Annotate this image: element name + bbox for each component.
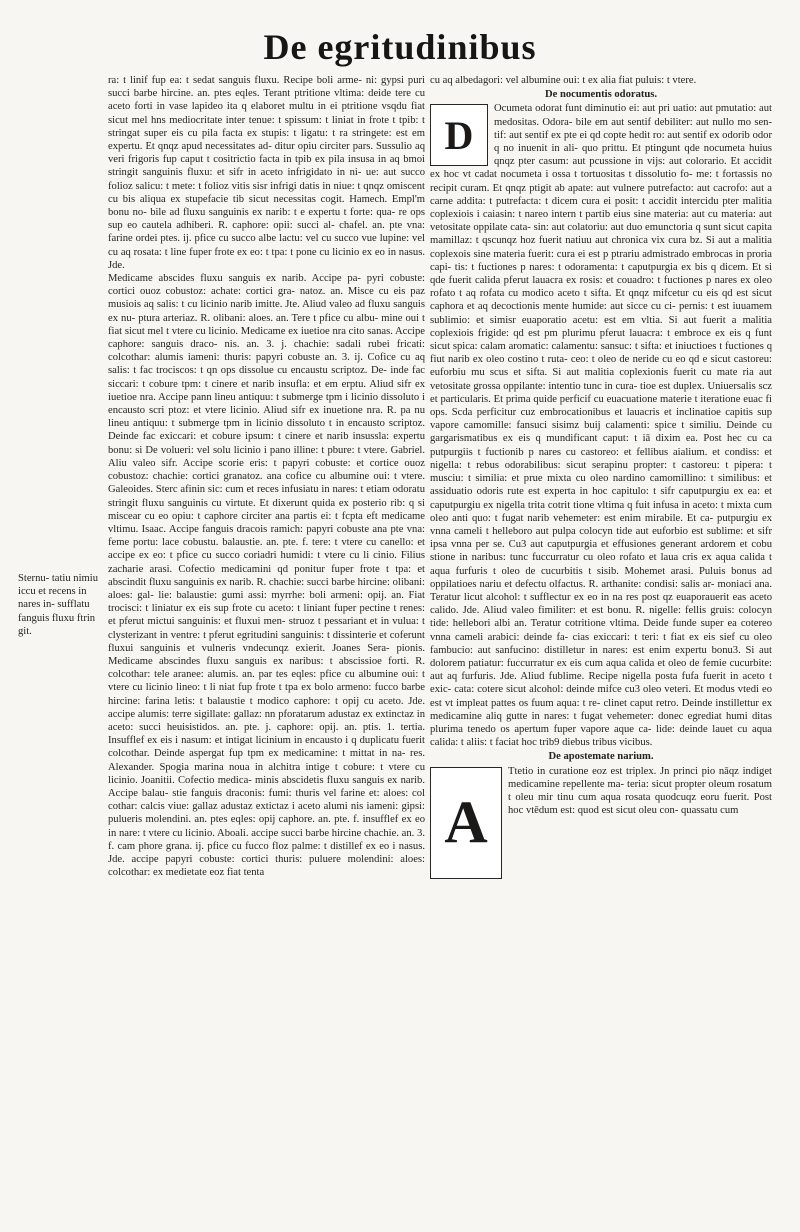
section-heading: De nocumentis odoratus. [544,89,658,101]
right-column-intro: cu aq albedagori: vel albumine oui: t ex alia fiat puluis: t vtere. [430,75,697,86]
left-column-paragraph: ra: t linif fup ea: t sedat sanguis fluxu. Recipe boli arme- ni: gypsi puri succi barbe hircine. an. ptes eqles. Terant ptritione vltima: deide tere cu aceto forti in vase lapideo ita q elaboret multu in ei ptritione vsqdu fiat sicut mel hns mediocritate inter tenue: t spissum: t liniat in frote t tpib: t stringat super eis cu pila facta ex stupis: t ligatu: t ra stringete: est em expertu. Et qnqz apud necessitates ad- ditur opiu circiter pars. Sussulio aq veri frigoris fup caput t cositrictio facta in tpib ex pila insusa in aq bmoi stringit sanguinis fluxu: et sifr in aceto infrigidato in ni- ue: aut succo folioz salicu: t mete: t folioz vitis sisr infrigi datis in niue: t qnqz omiscent cu bis aliqua ex stupefacie tib sicut necessitas cogit. Hamech. Empl'm bonu no- bile ad fluxu sanguinis ex narib: t e expertu t forte: qua- re ops sup eo cautela adhiberi. R. caphore: opii: succi al- chafel. an. pte vna: farine ordei ptes. ij. pfice cu succo albe lactu: vel cu succo vue lupine: vel cu aq rosata: t line fuper frote ex eo: t tpa: t pone cu licinio ex eo in nasus. Jde. [108,75,425,271]
decorated-initial-d: D [430,104,488,166]
left-column-paragraph: Medicame abscides fluxu sanguis ex narib. Accipe pa- pyri cobuste: cortici ouoz cobustoz: achate: cortici gra- natoz. an. Misce cu eis paz musiois aq salis: t cu licinio narib imitte. Jte. Aliud valeo ad fluxu sanguis ex nu- ptura arteriaz. R. olibani: aloes. an. Tere t pfice cu albu- mine oui t fiat sicut mel t vtere cu licinio. Medicame ex iuetioe nra cito sanas. Accipe caphore: sanguis draco- nis. an. 3. j. chachie: sadali rubei fricati: colcothar: alumis iameni: thuris: papyri cobuste an. 3. ij. Cofice cu aq salis: t fac trociscos: t qn ops dissolue cu encaustu scriptoz. De- inde fac siccari: t cobure tpm: t cinere et narib insufla: et em erptu. Aliud sifr ex iuetioe nra. Accipe pann lineu antiquu: t submerge tpm i licinio dissoluto i encausto scri ptoz: et vtere licinio. Aliud sifr ex inuetione nra. R. pa nu lineu antiquu: t submerge tpm in licinio dissoluto t in encausto scriptoz. Deinde fac exiccari: et cobure ipsum: t cinere et narib insussla: expertu bonu: si De volueri: vel solu licinio i pano illine: t pbure: t vtere. Gabriel. Aliu valeo sifr. Accipe scorie eris: t papyri cobuste: et cortice ouoz cobustoz: chachie: cortici granatoz. ana cofice cu albumine oui: t vtere. Galeoides. Sterc afinin sic: cum et reces infusiatu in nares: t etiam odoratu stringit fluxu sanguinis cu virtute. Et dixerunt quida ex posterio rib: q si miscear cu eo opiu: t caphore circiter ana partis ei: t fcpta eft medicame vltimu. Isaac. Accipe fanguis dracois ramich: papyri cobuste ana pte vna: feme portu: lace cobustu. balaustie. an. pte. f. tere: t vtere cu canello: et accipe ex eo: t pfice cu succo coriadri humidi: t vtere cu li cinio. Filius zacharie arasi. Cofectio medicamini qd ponitur fuper frote t tpa: et abscindit fluxu sanguinis ex narib. R. chachie: succi barbe hircine: olibani: aloes: gal- lie: balaustie: gumi assi: myrrhe: boli armeni: opij. an. Fiat trocisci: t liniatur ex eis sup frote cu aceto: t liniant fuper pectine t renes: et pferut mictui sanguinis: et fluxui men- struoz t pessariant et in vulua: t clysterizant in ventre: t pferut egritudini sanguinis: t dissinterie et coferunt fluxui sanguinis et vulneris vndecunqz exierit. Joanes Sera- pionis. Medicame abscindes fluxu sanguis ex naribus: t abscissioe forti. R. colcothar: tele aranee: alumis. an. par tes eqles: pfice cu albumine oui: t vtere cu licinio lineo: t li niat fup frote t tpa ex bolo armeno: fucco barbe hircine: farina letis: t balaustie t modico caphore: t opij cu aceto. Jde. accipe alumis: terre sigillate: gallaz: nn pforatarum adustaz ex extinctaz in aceto: succi heuisistidos. an. pte. j. caphore: opij. an. ptis. 1. tertia. Insufflef ex eis i nasum: et intigat licinium in encausto i q duplicatu fuerit colcothar. Deinde aspergat fup tpm ex medicamine: t mittat in na- res. Alexander. Spogia marina noua in alchitra intige t cobure: t vtere cu licinio. Joanitii. Cofectio medica- minis abscidetis fluxu sanguis ex narib. Accipe balau- stie fanguis draconis: fumi: thuris vel farine et: aloes: col cothar: calcis viue: gallaz adustaz extictaz i aceto alumi nis iameni: gipsi: pulueris molendini. an. ptes eqles: opij caphore. an. pte. f. insufflef ex eo in nare: t vtere cu licinio. Aboali. accipe succi barbe hircine chachie. an. 3. f. cam phore grana. ij. pfice cu fucco floz palme: t distillef ex eo i nasus. Jde. accipe papyri cobuste: cortici thuris: puluere molendini: aloes: colcothar: ex medietate eoz fiat tenta [108,273,425,879]
margin-note: Sternu- tatiu nimiu iccu et recens in nares in- sufflatu fanguis fluxu ftrin git. [18,573,99,637]
right-column [430,74,772,1210]
decorated-initial-a: A [430,767,502,879]
section-text: Ocumeta odorat funt diminutio ei: aut pri uatio: aut pmutatio: aut medositas. Odora- bile em aut sentif debiliter: aut nullo mo sen- tif: aut sentif ex pte ei qd copte hedit ro: aut sentif ex odorib odor q no inuenit in ali- quo prittu. Et ptingunt qde nocumeta huius qnqz pter casum: aut pcussione in vijs: aut colorario. Et accidit ex hoc vt cadat nocumeta i ossa t tortuositas t dissolutio fo- me: t fortassis no recipit curam. Et qnqz ptigit ab apate: aut vulnere putrefacto: aut cacrofo: aut a carne addita: t putrefacta: t dicem cura ei posit: t accidit intercidu pter malitia coplexiois i caiasin: t nareo intern t partib eius sine materia: aut cu materia: aut vetositate oppilate cata- sin: aut colatoriu: aut duo emunctoria q sunt sicut capita mamillaz: t qscunqz hoz fuerit natiuu aut chronica vix cura bz. Si aut a malitia coplexois sine materia fuerit: cura ei est p ptrariu admistrado embrocas in proria capi- tis: t fuctiones p nares: t odoramenta: t caputpurgia ex bis q dicem. Et si qde fuerit calida pferut lauacra ex rosis: et couadro: t fuctiones p nares ex oleo rofato t aq rofata cu modico aceto t sifta. Et qnqz mifcetur cu eis qd est sicut caphora et aq decoctionis mente humide: aut sicce cu ci- pernis: t est iuuamem sublimio: et simisr euaporatio acetu: est em vltia. Si aut fuerit a malitia coplexiois frigide: qd est pm plurimu pferut lauacra: t embroce ex eis q funt sicut spica: calam aromatic: calamentu: sansuc: t sifta: et iniuctioes t fuctiones q fiut narib ex oleo costino t ruta- ceo: t oleo de neride cu eo qd e sicut castoreu: euforbiu mu scus et sifta. Si aut malitia coplexionis fuerit cu mate ria aut vetositate grossa oppilante: intentio tunc in cura- tioe est duplex. Uniuersalis scz et particularis. Et prima quide perficif cu euacuatione materie t iteratione euac fi ops. Scda perficitur cuz embrocationibus et lauacris et inclinatioe capitis sup vapore camomille: fansuci sisimz buij calamenti: spice t similiu. Deinde cu gargarismatibus ex eis q mundificant caput: t iā dixim ea. Post hec cu ca putpurgiis t fuctionib p nares cu castoreo: et fellibus aialium. et condiss: et nigella: t rebus odorabilibus: sicut serapinu propter: t castoreu: t pipera: t musciu: t similia: et prue mixta cu oleo nardino camomillino: t similibus: et assiduatio odoris rute est experta in hoc capitulo: t sifr caputpurgiu ex ea: et caputpurgiu ex nigella trita cotrit tione vltima q fuit infusa in aceto: t mixta cum oleo anti quo: t fugat narib vehemeter: est enim mirabile. Et ca- putpurgiu ex vnna cameli t helleboro aut pulpa colocyn tide aut euforbio est sublime: et sifr ipsa vnna per se. Cu3 aut caputpurgia et effusiones generant ardorem et cobu stione in naribus: tunc fuccurratur cu oleo rofato et laua cris ex aqua calida t aqua furfuris t oleo de cucurbitis t sisib. Mohemet arasi. Puluis bonus ad oppilatioes nariu et defectu olfactus. R. arthanite: condisi: salis ar- moniaci ana. Teratur licut alcohol: t sufflectur ex eo in na res post qz euaporauerit eas aceto calido. Jde. Aliud valeo fimiliter: et est bonu. R. nigelle: fellis gruis: colocyn tide: hellebori albi an. Teratur cotritione vltima. Deide funde super ea cotereo vnna cameli arabici: deinde fa- cias exiccari: t teri: t fiat ex eis sief cu oleo fambucio: aut sanfucino: distilletur in nares: est enim expertu bonu3. Si aut dolorem patiatur: fuccurratur ex eis cum aqua calida et oleo de femie cucurbite: aut aq furfuris. Jde. Aliud fublime. Recipe nigella posta fufa fuerit in aceto t exic- cata: cotere sicut alcohol: deinde mifce cu3 oleo veteri. Et modus vtedi eo est vt impleat pattes os fuum aqua: t re- clinet caput retro. Deinde instillettur ex medicamine aliq gutte in nares: t fugat vehemeter: donec egrediat humi ditas plurima tenedo os apertum fuper vapore aque ca- lide: deinde lauet cu aqua calida: t aliis: t faciat hoc trib9 diebus tribus vicibus. [430,103,772,749]
section-text: Ttetio in curatione eoz est triplex. Jn princi pio nāqz indiget medicamine repellente ma- teria: sicut propter oleum rosatum t oleu mir tinu cum aqua rosata quodcuqz eoru fuerit. Post hoc vtēdum est: quod est sicut oleu con- quassatu cum [508,765,772,817]
page-title: De egritudinibus [263,27,537,67]
section-heading: De apostemate narium. [548,751,654,763]
left-column [108,74,425,1210]
